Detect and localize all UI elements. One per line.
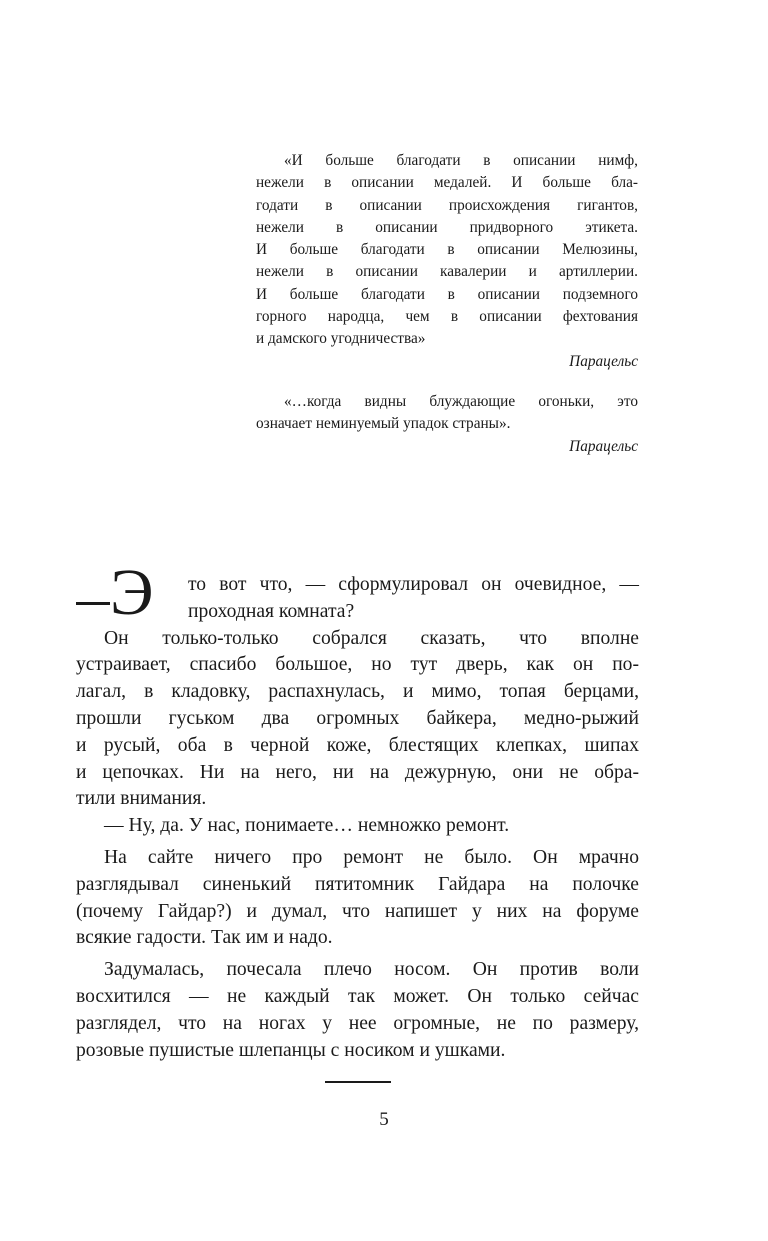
- epigraph-line: горного народца, чем в описании фехтования: [256, 308, 638, 326]
- text-line: устраивает, спасибо большое, но тут дверь, как он по-: [76, 654, 639, 676]
- epigraph-line: «И больше благодати в описании нимф,: [284, 152, 638, 169]
- epigraphs: [256, 150, 638, 458]
- text-line: — Ну, да. У нас, понимаете… немножко ремонт.: [104, 815, 510, 837]
- epigraph-line: И больше благодати в описании Мелюзины,: [256, 241, 638, 259]
- epigraph-line: означает неминуемый упадок страны».: [256, 415, 511, 433]
- paragraph: [76, 957, 639, 1064]
- text-line: то вот что, — сформулировал он очевидное, —: [188, 574, 639, 595]
- text-line: розовые пушистые шлепанцы с носиком и ушками.: [76, 1039, 506, 1061]
- paragraph: [76, 572, 639, 626]
- epigraph-author: Парацельс: [569, 352, 638, 370]
- paragraph: [76, 813, 639, 840]
- page-number: 5: [379, 1109, 389, 1130]
- epigraph-2: [256, 391, 638, 458]
- epigraph-line: «…когда видны блуждающие огоньки, это: [284, 392, 638, 410]
- epigraph-author: Парацельс: [569, 437, 638, 455]
- text-line: (почему Гайдар?) и думал, что напишет у них на форуме: [76, 900, 639, 922]
- text-line: и русый, оба в черной коже, блестящих клепках, шипах: [76, 734, 639, 756]
- text-line: и цепочках. Ни на него, ни на дежурную, они не обра-: [76, 761, 639, 783]
- paragraph: [76, 845, 639, 952]
- text-line: проходная комната?: [188, 600, 355, 622]
- body-text: [76, 572, 639, 1064]
- text-line: лагал, в кладовку, распахнулась, и мимо, топая берцами,: [76, 681, 639, 703]
- epigraph-line: нежели в описании кавалерии и артиллерии.: [256, 263, 638, 281]
- text-line: разглядел, что на ногах у нее огромные, не по размеру,: [76, 1012, 639, 1034]
- epigraph-line: нежели в описании медалей. И больше бла-: [256, 174, 638, 192]
- epigraph-line: годати в описании происхождения гигантов,: [256, 196, 638, 214]
- text-line: прошли гуськом два огромных байкера, медно-рыжий: [76, 707, 639, 729]
- epigraph-line: и дамского угодничества»: [256, 330, 426, 348]
- text-line: восхитился — не каждый так может. Он только сейчас: [76, 985, 639, 1007]
- text-line: тили внимания.: [76, 788, 207, 810]
- text-line: Задумалась, почесала плечо носом. Он против воли: [104, 959, 639, 981]
- page-number-rule: [325, 1081, 391, 1083]
- paragraph: [76, 626, 639, 814]
- epigraph-1: [256, 150, 638, 373]
- text-line: Он только-только собрался сказать, что вполне: [104, 627, 639, 649]
- text-line: разглядывал синенький пятитомник Гайдара на полочке: [76, 873, 639, 895]
- text-line: На сайте ничего про ремонт не было. Он мрачно: [104, 846, 639, 868]
- text-line: всякие гадости. Так им и надо.: [76, 927, 333, 949]
- epigraph-line: нежели в описании придворного этикета.: [256, 218, 638, 236]
- epigraph-line: И больше благодати в описании подземного: [256, 285, 638, 303]
- drop-cap-letter: Э: [110, 556, 154, 629]
